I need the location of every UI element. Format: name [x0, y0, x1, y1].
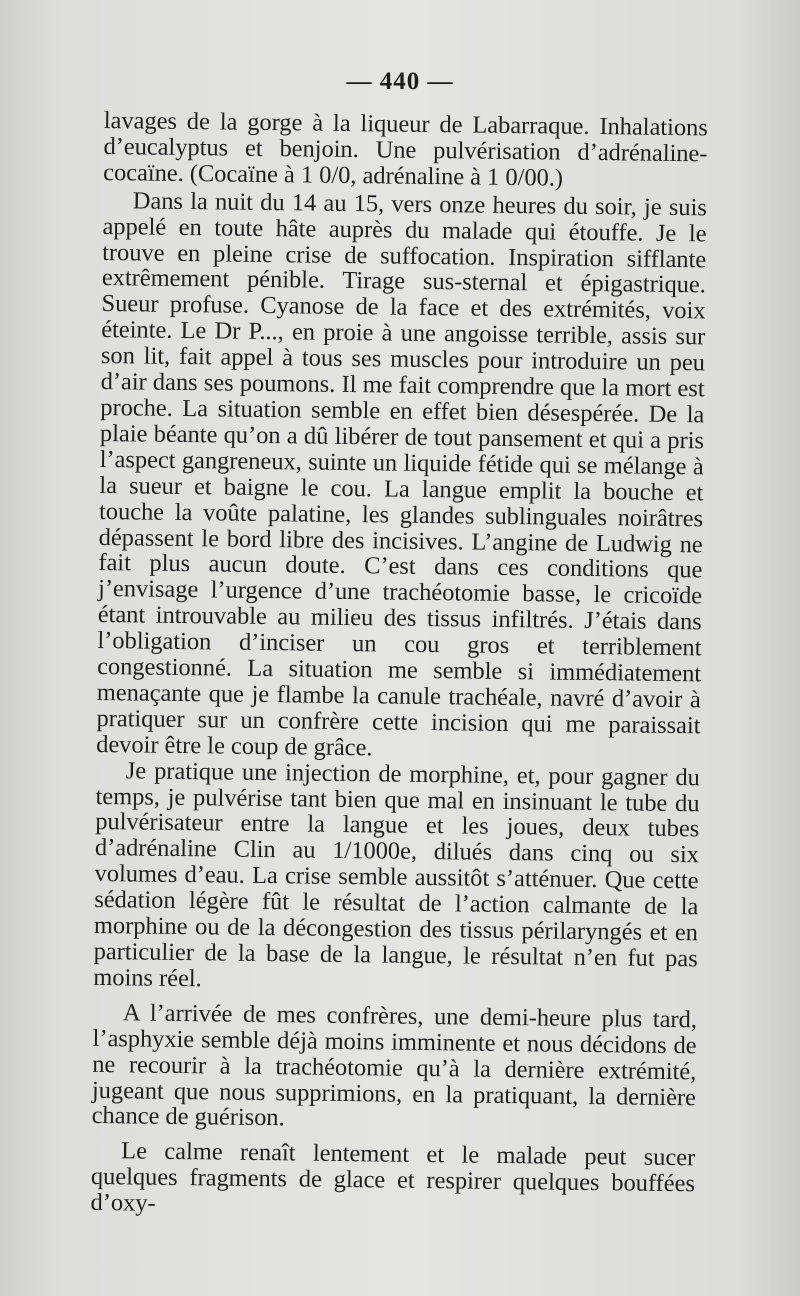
page-number: — 440 — — [346, 68, 454, 95]
paragraph-2: Dans la nuit du 14 au 15, vers onze heures du soir, je suis appelé en toute hâte auprès du malade qui étouffe. Je le trouve en pleine crise de suffocation. Inspiration sifflante extrêmement pénible. Tirage sus-sternal et épigastrique. Sueur profuse. Cyanose de la face et des extrémités, voix éteinte. Le Dr P..., en proie à une angoisse terrible, assis sur son lit, fait appel à tous ses muscles pour introduire un peu d’air dans ses poumons. Il me fait comprendre que la mort est proche. La situation semble en effet bien désespérée. De la plaie béante qu’on a dû libérer de tout pansement et qui a pris l’aspect gangreneux, suinte un liquide fétide qui se mélange à la sueur et baigne le cou. La langue emplit la bouche et touche la voûte palatine, les glandes sublinguales noirâtres dépassent le bord libre des incisives. L’angine de Ludwig ne fait plus aucun doute. C’est dans ces conditions que j’envisage l’urgence d’une trachéotomie basse, le cricoïde étant introuvable au milieu des tissus infiltrés. J’étais dans l’obligation d’inciser un cou gros et terriblement congestionné. La situation me semble si immédiatement menaçante que je flambe la canule trachéale, navré d’avoir à pratiquer sur un confrère cette incision qui me paraissait devoir être le coup de grâce. — [96, 187, 707, 762]
paragraph-3: Je pratique une injection de morphine, et, pour gagner du temps, je pulvérise tant bien que mal en insinuant le tube du pulvérisateur entre la langue et les joues, deux tubes d’adrénaline Clin au 1/1000e, dilués dans cinq ou six volumes d’eau. La crise semble aussitôt s’atténuer. Que cette sédation légère fût le résultat de l’action calmante de la morphine ou de la décongestion des tissus périlaryngés et en particulier de la base de la langue, le résultat n’en fut pas moins réel. — [93, 756, 701, 993]
body-text — [90, 108, 707, 1223]
paragraph-5: Le calme renaît lentement et le malade peut sucer quelques fragments de glace et respirer quelques bouffées d’oxy- — [90, 1137, 696, 1217]
paragraph-1: lavages de la gorge à la liqueur de Labarraque. Inhalations d’eucalyptus et benjoin. Une pulvérisation d’adrénaline-cocaïne. (Cocaïne à 1 0/0, adrénaline à 1 0/00.) — [103, 107, 708, 192]
paragraph-4: A l’arrivée de mes confrères, une demi-heure plus tard, l’asphyxie semble déjà moins imminente et nous décidons de ne recourir à la trachéotomie qu’à la dernière extrémité, jugeant que nous supprimions, en la pratiquant, la dernière chance de guérison. — [91, 999, 698, 1132]
